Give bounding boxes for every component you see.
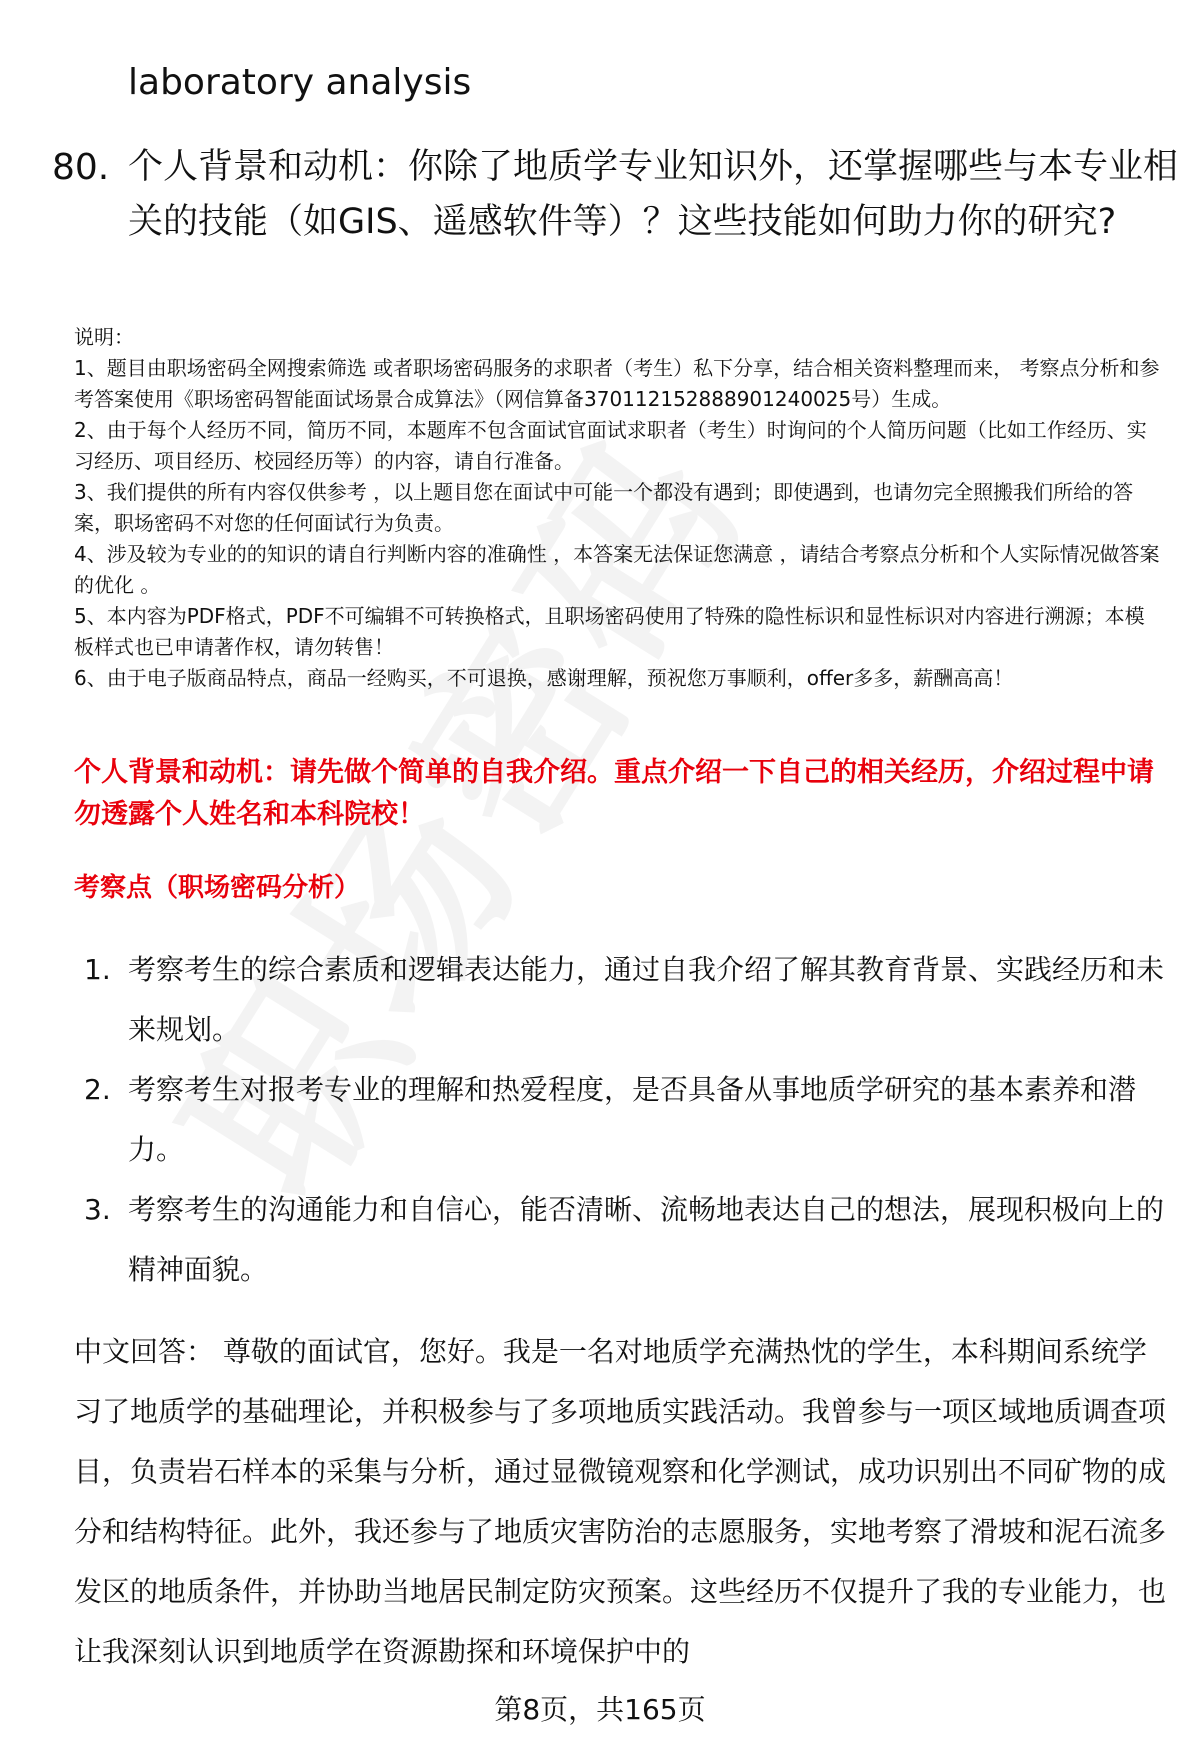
notes-item: 2、由于每个人经历不同，简历不同，本题库不包含面试官面试求职者（考生）时询问的个人简历问题（比如工作经历、实习经历、项目经历、校园经历等）的内容，请自行准备。 bbox=[74, 418, 1147, 473]
notes-item: 3、我们提供的所有内容仅供参考 ，以上题目您在面试中可能一个都没有遇到；即使遇到，也请勿完全照搬我们所给的答案，职场密码不对您的任何面试行为负责。 bbox=[74, 480, 1134, 535]
analysis-heading: 考察点（职场密码分析） bbox=[74, 873, 361, 903]
notes-item: 1、题目由职场密码全网搜索筛选 或者职场密码服务的求职者（考生）私下分享，结合相关资料整理而来， 考察点分析和参考答案使用《职场密码智能面试场景合成算法》（网信算备370112152888901240025号）生成。 bbox=[74, 356, 1160, 411]
page-footer: 第8页，共165页 bbox=[494, 1693, 706, 1726]
analysis-point bbox=[84, 1060, 1174, 1180]
question-number: 80. bbox=[52, 147, 110, 188]
interview-question: 个人背景和动机：请先做个简单的自我介绍。重点介绍一下自己的相关经历，介绍过程中请勿透露个人姓名和本科院校！ bbox=[74, 757, 1154, 830]
continuation-text: laboratory analysis bbox=[128, 62, 472, 103]
notes-section bbox=[74, 322, 1164, 694]
point-number: 3. bbox=[84, 1193, 111, 1226]
point-text: 考察考生的综合素质和逻辑表达能力，通过自我介绍了解其教育背景、实践经历和未来规划。 bbox=[128, 953, 1165, 1046]
notes-item: 6、由于电子版商品特点，商品一经购买，不可退换，感谢理解，预祝您万事顺利，offer多多，薪酬高高！ bbox=[74, 666, 1014, 690]
notes-title: 说明： bbox=[74, 325, 134, 349]
point-text: 考察考生对报考专业的理解和热爱程度，是否具备从事地质学研究的基本素养和潜力。 bbox=[128, 1073, 1137, 1166]
chinese-answer: 中文回答： 尊敬的面试官，您好。我是一名对地质学充满热忱的学生，本科期间系统学习了地质学的基础理论，并积极参与了多项地质实践活动。我曾参与一项区域地质调查项目，负责岩石样本的采集与分析，通过显微镜观察和化学测试，成功识别出不同矿物的成分和结构特征。此外，我还参与了地质灾害防治的志愿服务，实地考察了滑坡和泥石流多发区的地质条件，并协助当地居民制定防灾预案。这些经历不仅提升了我的专业能力，也让我深刻认识到地质学在资源勘探和环境保护中的 bbox=[74, 1335, 1167, 1668]
analysis-points bbox=[84, 940, 1174, 1300]
analysis-point bbox=[84, 1180, 1174, 1300]
point-text: 考察考生的沟通能力和自信心，能否清晰、流畅地表达自己的想法，展现积极向上的精神面貌。 bbox=[128, 1193, 1165, 1286]
question-text: 个人背景和动机：你除了地质学专业知识外，还掌握哪些与本专业相关的技能（如GIS、遥感软件等）？这些技能如何助力你的研究? bbox=[128, 147, 1179, 242]
point-number: 2. bbox=[84, 1073, 111, 1106]
analysis-point bbox=[84, 940, 1174, 1060]
notes-item: 4、涉及较为专业的的知识的请自行判断内容的准确性 ，本答案无法保证您满意 ，请结合考察点分析和个人实际情况做答案的优化 。 bbox=[74, 542, 1160, 597]
point-number: 1. bbox=[84, 953, 111, 986]
question-80 bbox=[52, 140, 1179, 250]
notes-item: 5、本内容为PDF格式，PDF不可编辑不可转换格式，且职场密码使用了特殊的隐性标识和显性标识对内容进行溯源；本模板样式也已申请著作权，请勿转售！ bbox=[74, 604, 1145, 659]
